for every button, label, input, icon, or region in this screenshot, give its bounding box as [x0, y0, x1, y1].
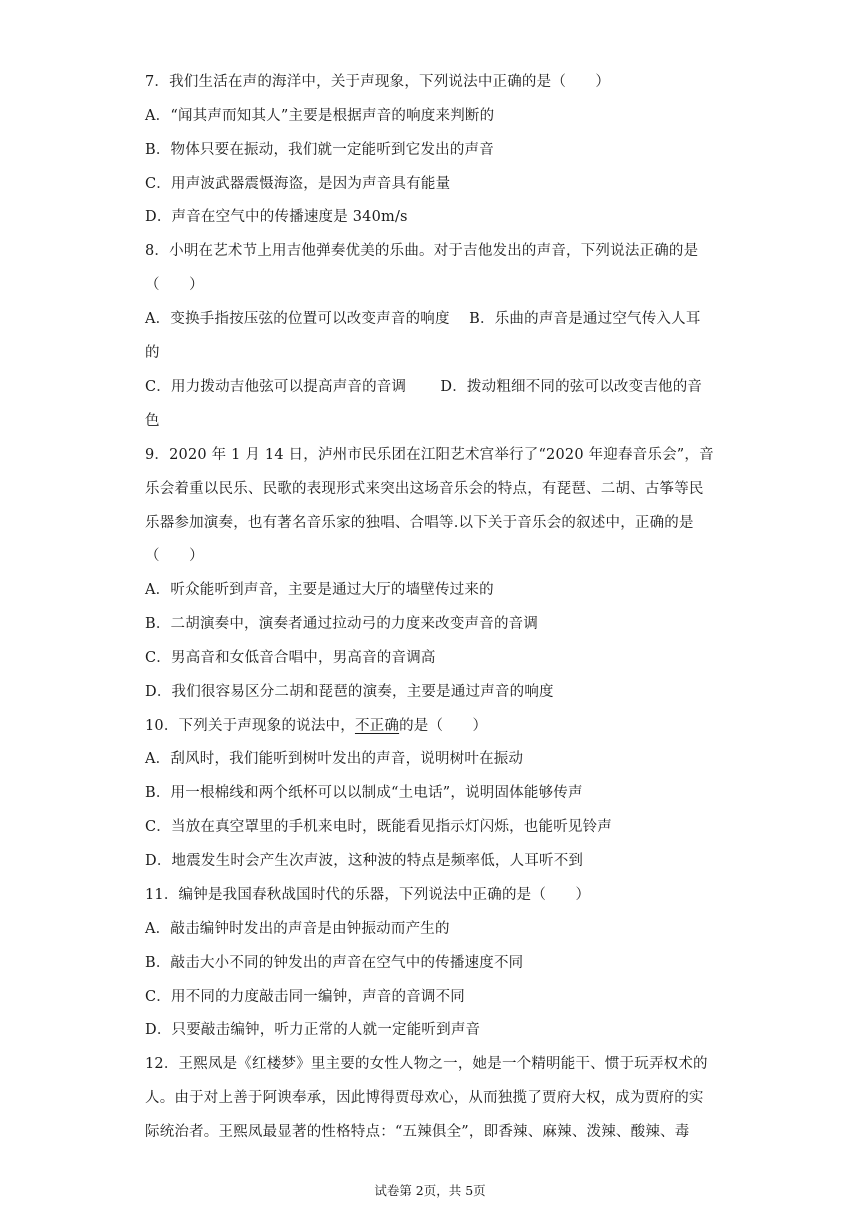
question-12-stem-line-1: 12．王熙凤是《红楼梦》里主要的女性人物之一，她是一个精明能干、惯于玩弄权术的	[145, 1056, 708, 1072]
question-9-option-b: B．二胡演奏中，演奏者通过拉动弓的力度来改变声音的音调	[145, 616, 539, 632]
question-11-option-b: B．敲击大小不同的钟发出的声音在空气中的传播速度不同	[145, 955, 524, 971]
question-11-stem: 11．编钟是我国春秋战国时代的乐器，下列说法中正确的是（ ）	[145, 887, 591, 903]
question-9-stem-line-3: 乐器参加演奏，也有著名音乐家的独唱、合唱等.以下关于音乐会的叙述中，正确的是	[145, 515, 694, 531]
question-10-option-d: D．地震发生时会产生次声波，这种波的特点是频率低，人耳听不到	[145, 853, 584, 869]
question-8-options-ab: A．变换手指按压弦的位置可以改变声音的响度 B．乐曲的声音是通过空气传入人耳	[145, 311, 701, 327]
question-10-stem	[145, 716, 487, 736]
question-10-stem-emphasis: 不正确	[354, 718, 400, 734]
question-11-option-a: A．敲击编钟时发出的声音是由钟振动而产生的	[145, 921, 450, 937]
question-9-option-c: C．男高音和女低音合唱中，男高音的音调高	[145, 650, 436, 666]
question-10-stem-pre: 10．下列关于声现象的说法中，	[145, 718, 355, 734]
question-10-stem-post: 的是（ ）	[399, 718, 488, 734]
question-10-option-a: A．刮风时，我们能听到树叶发出的声音，说明树叶在振动	[145, 751, 524, 767]
question-7-option-a: A．“闻其声而知其人”主要是根据声音的响度来判断的	[145, 108, 495, 124]
question-8-options-cd: C．用力拨动吉他弦可以提高声音的音调 D．拨动粗细不同的弦可以改变吉他的音	[145, 379, 703, 395]
question-10-option-c: C．当放在真空罩里的手机来电时，既能看见指示灯闪烁，也能听见铃声	[145, 819, 612, 835]
question-11-option-d: D．只要敲击编钟，听力正常的人就一定能听到声音	[145, 1022, 481, 1038]
question-9-stem-line-4: （ ）	[145, 548, 204, 564]
question-9-stem-line-2: 乐会着重以民乐、民歌的表现形式来突出这场音乐会的特点，有琵琶、二胡、古筝等民	[145, 481, 704, 497]
question-7-stem: 7．我们生活在声的海洋中，关于声现象，下列说法中正确的是（ ）	[145, 74, 611, 90]
question-8-options-ab-wrap: 的	[145, 345, 160, 361]
question-9-option-a: A．听众能听到声音，主要是通过大厅的墙壁传过来的	[145, 582, 494, 598]
question-7-option-d: D．声音在空气中的传播速度是 340m/s	[145, 209, 408, 225]
question-12-stem-line-3: 际统治者。王熙凤最显著的性格特点：“五辣俱全”，即香辣、麻辣、泼辣、酸辣、毒	[145, 1124, 690, 1140]
page-footer: 试卷第 2页，共 5页	[374, 1183, 486, 1198]
question-9-stem-line-1: 9．2020 年 1 月 14 日，泸州市民乐团在江阳艺术宫举行了“2020 年迎春音乐会”，音	[145, 447, 714, 463]
question-8-stem-line-1: 8．小明在艺术节上用吉他弹奏优美的乐曲。对于吉他发出的声音，下列说法正确的是	[145, 243, 699, 259]
question-11-option-c: C．用不同的力度敲击同一编钟，声音的音调不同	[145, 989, 465, 1005]
question-7-option-c: C．用声波武器震慑海盗，是因为声音具有能量	[145, 176, 451, 192]
question-7-option-b: B．物体只要在振动，我们就一定能听到它发出的声音	[145, 142, 494, 158]
question-12-stem-line-2: 人。由于对上善于阿谀奉承，因此博得贾母欢心，从而独揽了贾府大权，成为贾府的实	[145, 1090, 704, 1106]
question-8-stem-line-2: （ ）	[145, 277, 204, 293]
question-9-option-d: D．我们很容易区分二胡和琵琶的演奏，主要是通过声音的响度	[145, 684, 554, 700]
question-10-option-b: B．用一根棉线和两个纸杯可以以制成“土电话”，说明固体能够传声	[145, 785, 583, 801]
question-8-options-cd-wrap: 色	[145, 413, 160, 429]
